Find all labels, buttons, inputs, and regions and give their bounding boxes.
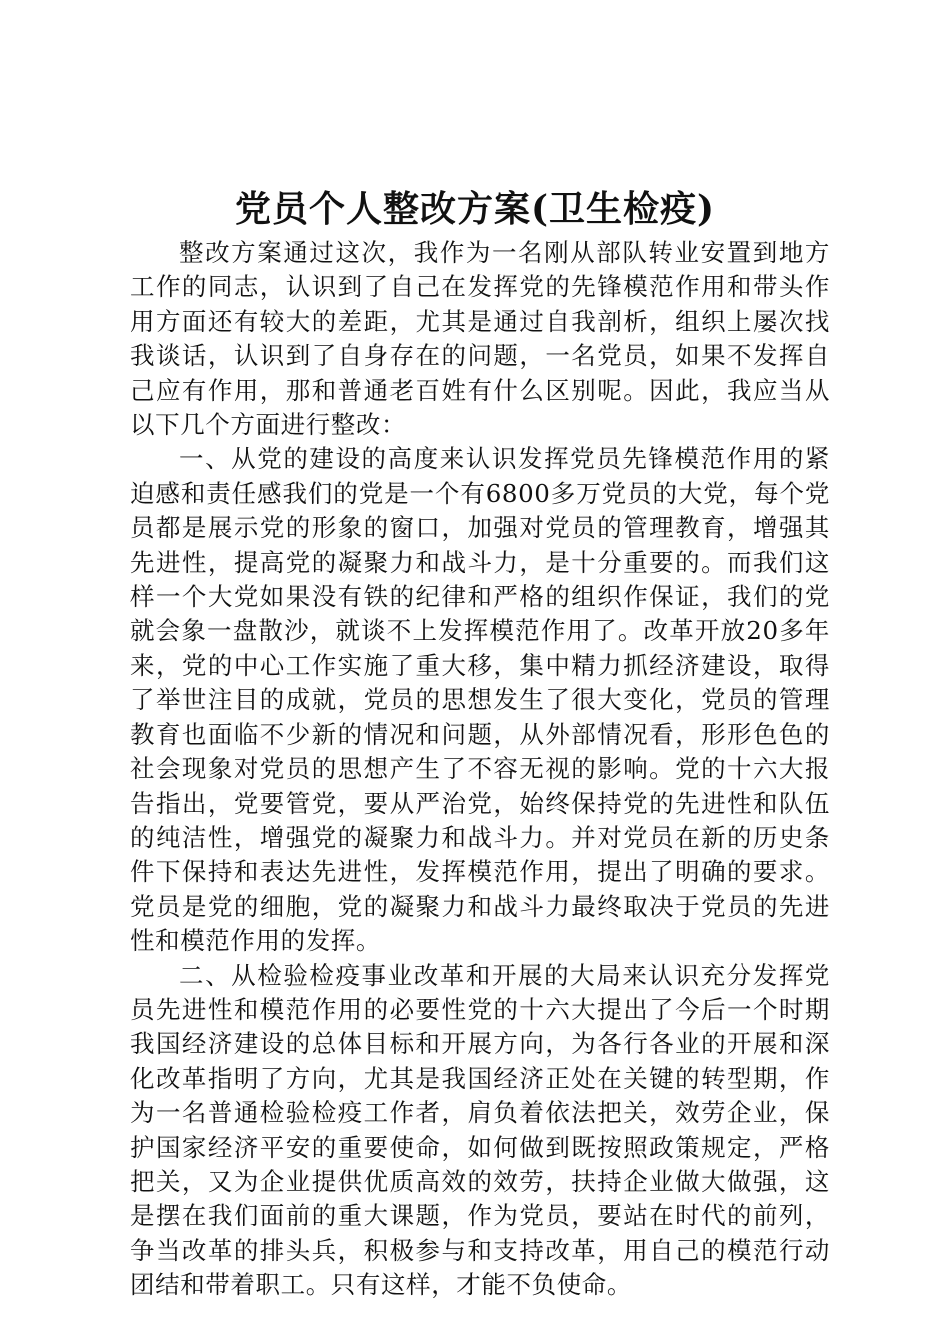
paragraph-intro: 整改方案通过这次，我作为一名刚从部队转业安置到地方工作的同志，认识到了自己在发挥党的先锋模范作用和带头作用方面还有较大的差距，尤其是通过自我剖析，组织上屡次找我谈话，认识到了自身存在的问题，一名党员，如果不发挥自己应有作用，那和普通老百姓有什么区别呢。因此，我应当从以下几个方面进行整改： bbox=[130, 238, 830, 440]
paragraph-section-1: 一、从党的建设的高度来认识发挥党员先锋模范作用的紧迫感和责任感我们的党是一个有6800多万党员的大党，每个党员都是展示党的形象的窗口，加强对党员的管理教育，增强其先进性，提高党的凝聚力和战斗力，是十分重要的。而我们这样一个大党如果没有铁的纪律和严格的组织作保证，我们的党就会象一盘散沙，就谈不上发挥模范作用了。改革开放20多年来，党的中心工作实施了重大移，集中精力抓经济建设，取得了举世注目的成就，党员的思想发生了很大变化，党员的管理教育也面临不少新的情况和问题，从外部情况看，形形色色的社会现象对党员的思想产生了不容无视的影响。党的十六大报告指出，党要管党，要从严治党，始终保持党的先进性和队伍的纯洁性，增强党的凝聚力和战斗力。并对党员在新的历史条件下保持和表达先进性，发挥模范作用，提出了明确的要求。党员是党的细胞，党的凝聚力和战斗力最终取决于党员的先进性和模范作用的发挥。 bbox=[130, 444, 830, 956]
document-body bbox=[130, 236, 830, 1303]
paragraph-section-2: 二、从检验检疫事业改革和开展的大局来认识充分发挥党员先进性和模范作用的必要性党的十六大提出了今后一个时期我国经济建设的总体目标和开展方向，为各行各业的开展和深化改革指明了方向，尤其是我国经济正处在关键的转型期，作为一名普通检验检疫工作者，肩负着依法把关，效劳企业，保护国家经济平安的重要使命，如何做到既按照政策规定，严格把关，又为企业提供优质高效的效劳，扶持企业做大做强，这是摆在我们面前的重大课题，作为党员，要站在时代的前列，争当改革的排头兵，积极参与和支持改革，用自己的模范行动团结和带着职工。只有这样，才能不负使命。 bbox=[130, 960, 830, 1300]
document-title: 党员个人整改方案(卫生检疫) bbox=[234, 188, 716, 230]
